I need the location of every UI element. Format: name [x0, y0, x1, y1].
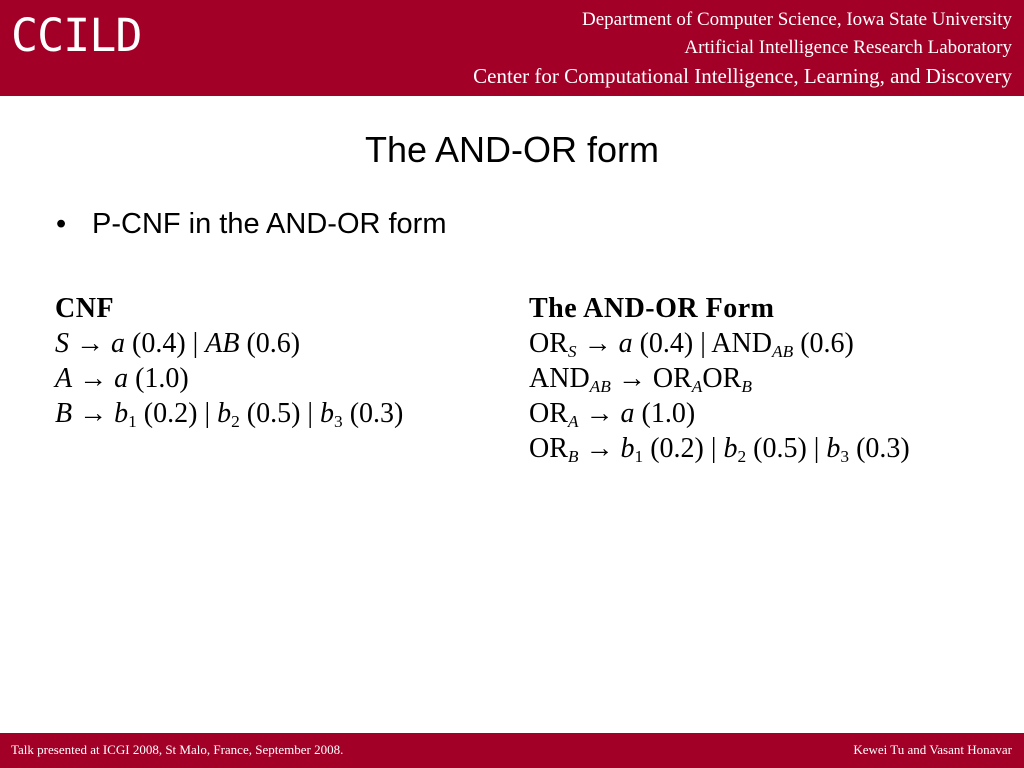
- bullet-item: [56, 204, 447, 244]
- and-or-rule-andab: $AND_{AB} \to OR_AOR_B$: [529, 363, 752, 397]
- affiliation-block: [473, 6, 1012, 90]
- affiliation-line-lab: Artificial Intelligence Research Laboratory: [684, 37, 1012, 58]
- bullet-text: P-CNF in the AND-OR form: [92, 208, 447, 240]
- and-or-rule-ors: $OR_S \to a$ (0.4) | $AND_{AB}$ (0.6): [529, 328, 854, 362]
- cnf-rule-b: $B \to b_1$ (0.2) | $b_2$ (0.5) | $b_3$ (0.3): [55, 398, 404, 432]
- cnf-rule-a: A → a (1.0): [55, 363, 189, 394]
- slide-title: The AND-OR form: [364, 129, 660, 170]
- footer-authors: Kewei Tu and Vasant Honavar: [853, 742, 1012, 757]
- and-or-heading: The AND-OR Form: [529, 293, 775, 324]
- cnf-heading: CNF: [55, 293, 115, 324]
- slide-header: [0, 0, 1024, 96]
- cnf-rule-s: S → a (0.4) | AB (0.6): [55, 328, 301, 359]
- and-or-grammar: [529, 292, 910, 466]
- and-or-rule-ora: $OR_A \to a$ (1.0): [529, 398, 696, 432]
- bullet-mark: •: [56, 208, 67, 240]
- and-or-rule-orb: $OR_B \to b_1$ (0.2) | $b_2$ (0.5) | $b_3$ (0.3): [529, 433, 910, 467]
- ccild-logo: CCILD: [11, 9, 142, 62]
- slide-footer: [0, 733, 1024, 768]
- affiliation-line-center: Center for Computational Intelligence, Learning, and Discovery: [473, 64, 1012, 88]
- footer-talk-info: Talk presented at ICGI 2008, St Malo, France, September 2008.: [11, 742, 344, 757]
- cnf-grammar: [55, 292, 403, 431]
- affiliation-line-department: Department of Computer Science, Iowa State University: [581, 9, 1012, 30]
